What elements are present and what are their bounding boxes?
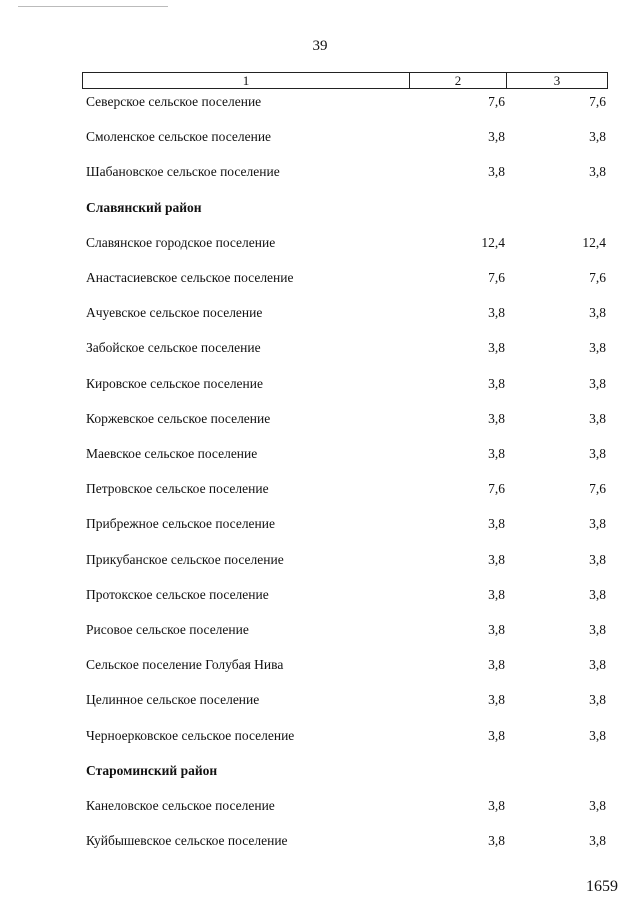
settlement-name: Прикубанское сельское поселение xyxy=(86,551,284,567)
settlement-name: Забойское сельское поселение xyxy=(86,340,261,356)
page-number: 39 xyxy=(312,38,328,54)
value-col-2: 3,8 xyxy=(488,692,505,708)
settlement-name: Куйбышевское сельское поселение xyxy=(86,833,288,849)
value-col-2: 3,8 xyxy=(488,727,505,743)
settlement-name: Северское сельское поселение xyxy=(86,94,262,109)
table-row xyxy=(0,657,640,677)
header-col-1: 1 xyxy=(83,73,410,88)
value-col-3: 7,6 xyxy=(589,481,606,497)
value-col-3: 3,8 xyxy=(589,340,606,356)
table-row xyxy=(0,376,640,396)
settlement-name: Шабановское сельское поселение xyxy=(86,164,280,180)
value-col-3: 3,8 xyxy=(589,586,606,602)
value-col-2: 12,4 xyxy=(481,234,505,250)
settlement-name: Сельское поселение Голубая Нива xyxy=(86,657,284,673)
scan-top-mark xyxy=(18,6,168,11)
value-col-2: 3,8 xyxy=(488,410,505,426)
table-row xyxy=(0,481,640,501)
table-row xyxy=(0,270,640,290)
value-col-3: 3,8 xyxy=(589,622,606,637)
table-row xyxy=(0,340,640,360)
value-col-3: 3,8 xyxy=(589,375,606,391)
value-col-2: 3,8 xyxy=(488,586,505,602)
settlement-name: Рисовое сельское поселение xyxy=(86,622,249,637)
archive-stamp-number: 1659 xyxy=(586,878,618,895)
value-col-2: 3,8 xyxy=(488,516,505,532)
value-col-2: 3,8 xyxy=(488,551,505,567)
value-col-2: 3,8 xyxy=(488,833,505,849)
value-col-3: 3,8 xyxy=(589,727,606,743)
value-col-3: 3,8 xyxy=(589,164,606,180)
value-col-2: 3,8 xyxy=(488,446,505,461)
table-row xyxy=(0,164,640,184)
value-col-2: 7,6 xyxy=(488,94,505,109)
table-row xyxy=(0,94,640,114)
district-name: Славянский район xyxy=(86,199,202,215)
table-row xyxy=(0,235,640,255)
table-row xyxy=(0,552,640,572)
settlement-name: Кировское сельское поселение xyxy=(86,375,263,391)
settlement-name: Черноерковское сельское поселение xyxy=(86,727,295,743)
value-col-3: 3,8 xyxy=(589,833,606,849)
value-col-2: 3,8 xyxy=(488,164,505,180)
settlement-name: Целинное сельское поселение xyxy=(86,692,260,708)
value-col-3: 3,8 xyxy=(589,798,606,813)
value-col-3: 3,8 xyxy=(589,410,606,426)
value-col-3: 3,8 xyxy=(589,551,606,567)
settlement-name: Ачуевское сельское поселение xyxy=(86,305,263,321)
value-col-3: 12,4 xyxy=(582,234,606,250)
value-col-2: 3,8 xyxy=(488,657,505,673)
header-col-2: 2 xyxy=(410,73,507,88)
table-row xyxy=(0,516,640,536)
table-row xyxy=(0,129,640,149)
table-row xyxy=(0,411,640,431)
settlement-name: Смоленское сельское поселение xyxy=(86,129,272,145)
settlement-name: Коржевское сельское поселение xyxy=(86,410,271,426)
settlement-name: Протокское сельское поселение xyxy=(86,586,269,602)
table-row xyxy=(0,587,640,607)
value-col-3: 7,6 xyxy=(589,270,606,285)
settlement-name: Славянское городское поселение xyxy=(86,234,276,250)
table-header xyxy=(82,72,608,89)
table-row xyxy=(0,833,640,853)
value-col-2: 3,8 xyxy=(488,375,505,391)
value-col-3: 7,6 xyxy=(589,94,606,109)
table-row xyxy=(0,728,640,748)
value-col-3: 3,8 xyxy=(589,692,606,708)
settlement-name: Канеловское сельское поселение xyxy=(86,798,275,813)
table-row xyxy=(0,446,640,466)
value-col-2: 3,8 xyxy=(488,798,505,813)
district-heading xyxy=(0,200,640,220)
value-col-3: 3,8 xyxy=(589,657,606,673)
value-col-3: 3,8 xyxy=(589,516,606,532)
value-col-3: 3,8 xyxy=(589,446,606,461)
settlement-name: Петровское сельское поселение xyxy=(86,481,269,497)
district-name: Староминский район xyxy=(86,762,218,778)
value-col-2: 3,8 xyxy=(488,305,505,321)
table-row xyxy=(0,692,640,712)
value-col-2: 3,8 xyxy=(488,340,505,356)
value-col-2: 3,8 xyxy=(488,129,505,145)
settlement-name: Маевское сельское поселение xyxy=(86,446,258,461)
value-col-3: 3,8 xyxy=(589,129,606,145)
settlement-name: Прибрежное сельское поселение xyxy=(86,516,275,532)
header-col-3: 3 xyxy=(553,73,561,88)
district-heading xyxy=(0,763,640,783)
value-col-2: 3,8 xyxy=(488,622,505,637)
value-col-3: 3,8 xyxy=(589,305,606,321)
table-row xyxy=(0,798,640,818)
table-row xyxy=(0,305,640,325)
value-col-2: 7,6 xyxy=(488,270,505,285)
settlement-name: Анастасиевское сельское поселение xyxy=(86,270,294,285)
table-row xyxy=(0,622,640,642)
value-col-2: 7,6 xyxy=(488,481,505,497)
